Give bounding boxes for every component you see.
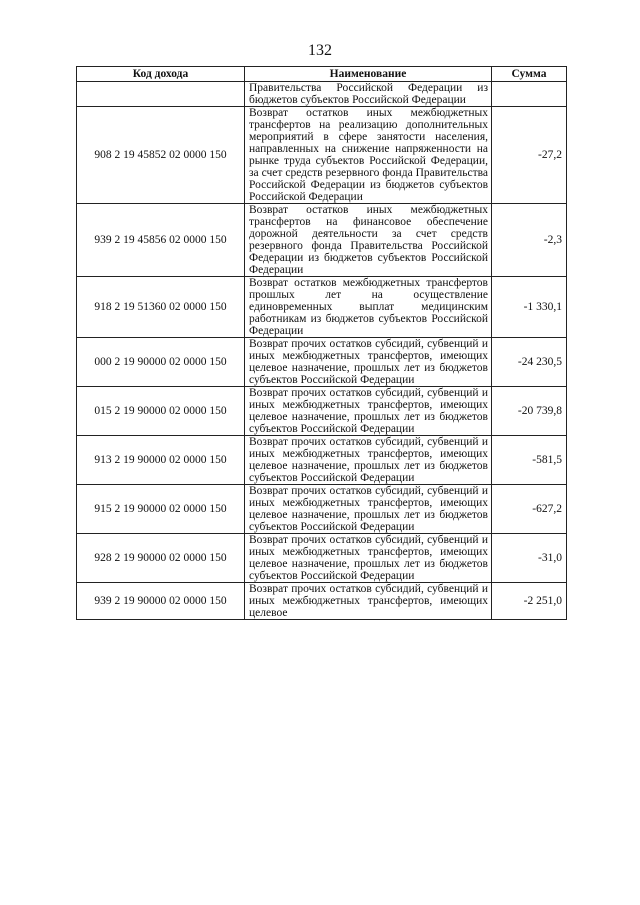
row-name: Возврат остатков иных межбюджетных трансфертов на реализацию дополнительных мероприятий в сфере занятости населения, направленных на снижение напряженности на рынке труда субъектов Российской Федерации, за счет средств резервного фонда Правительства Российской Федерации из бюджетов субъектов Российской Федерации <box>245 107 492 204</box>
row-name: Возврат остатков межбюджетных трансфертов прошлых лет на осуществление единовременных выплат медицинским работникам из бюджетов субъектов Российской Федерации <box>245 277 492 338</box>
row-amount <box>492 82 567 107</box>
row-amount: -24 230,5 <box>492 338 567 387</box>
row-name: Возврат прочих остатков субсидий, субвенций и иных межбюджетных трансфертов, имеющих целевое назначение, прошлых лет из бюджетов субъектов Российской Федерации <box>245 534 492 583</box>
row-code: 939 2 19 45856 02 0000 150 <box>77 204 245 277</box>
row-code: 015 2 19 90000 02 0000 150 <box>77 387 245 436</box>
row-name: Возврат прочих остатков субсидий, субвенций и иных межбюджетных трансфертов, имеющих целевое назначение, прошлых лет из бюджетов субъектов Российской Федерации <box>245 387 492 436</box>
row-name: Возврат прочих остатков субсидий, субвенций и иных межбюджетных трансфертов, имеющих целевое <box>245 583 492 620</box>
table-row <box>77 107 567 204</box>
table-row <box>77 534 567 583</box>
row-amount: -20 739,8 <box>492 387 567 436</box>
page-number: 132 <box>308 42 332 59</box>
table-row <box>77 277 567 338</box>
row-amount: -31,0 <box>492 534 567 583</box>
header-amount: Сумма <box>492 67 567 82</box>
row-code: 913 2 19 90000 02 0000 150 <box>77 436 245 485</box>
table-row <box>77 204 567 277</box>
row-amount: -627,2 <box>492 485 567 534</box>
row-code: 928 2 19 90000 02 0000 150 <box>77 534 245 583</box>
header-code: Код дохода <box>77 67 245 82</box>
row-code: 939 2 19 90000 02 0000 150 <box>77 583 245 620</box>
table-row <box>77 82 567 107</box>
table-header-row <box>77 67 567 82</box>
row-code: 000 2 19 90000 02 0000 150 <box>77 338 245 387</box>
row-name: Возврат прочих остатков субсидий, субвенций и иных межбюджетных трансфертов, имеющих целевое назначение, прошлых лет из бюджетов субъектов Российской Федерации <box>245 338 492 387</box>
row-code: 908 2 19 45852 02 0000 150 <box>77 107 245 204</box>
row-amount: -1 330,1 <box>492 277 567 338</box>
row-name: Возврат остатков иных межбюджетных трансфертов на финансовое обеспечение дорожной деятельности за счет средств резервного фонда Правительства Российской Федерации из бюджетов субъектов Российской Федерации <box>245 204 492 277</box>
row-code: 915 2 19 90000 02 0000 150 <box>77 485 245 534</box>
row-amount: -27,2 <box>492 107 567 204</box>
row-amount: -2 251,0 <box>492 583 567 620</box>
table-row <box>77 387 567 436</box>
row-name: Правительства Российской Федерации из бюджетов субъектов Российской Федерации <box>245 82 492 107</box>
revenue-table <box>76 66 567 620</box>
table-row <box>77 338 567 387</box>
row-name: Возврат прочих остатков субсидий, субвенций и иных межбюджетных трансфертов, имеющих целевое назначение, прошлых лет из бюджетов субъектов Российской Федерации <box>245 436 492 485</box>
table-row <box>77 436 567 485</box>
row-code: 918 2 19 51360 02 0000 150 <box>77 277 245 338</box>
table-row <box>77 485 567 534</box>
header-name: Наименование <box>245 67 492 82</box>
row-amount: -2,3 <box>492 204 567 277</box>
row-code <box>77 82 245 107</box>
row-name: Возврат прочих остатков субсидий, субвенций и иных межбюджетных трансфертов, имеющих целевое назначение, прошлых лет из бюджетов субъектов Российской Федерации <box>245 485 492 534</box>
table-row <box>77 583 567 620</box>
row-amount: -581,5 <box>492 436 567 485</box>
